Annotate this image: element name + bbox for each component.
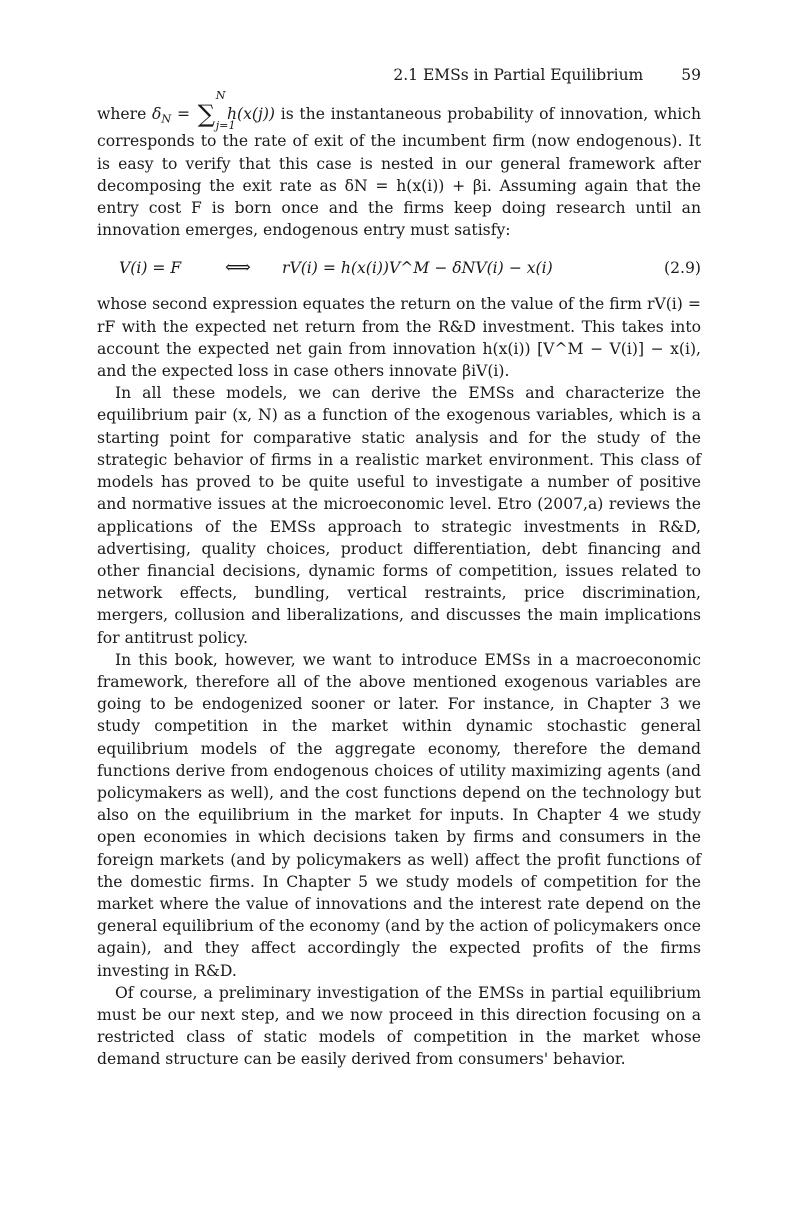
summation-symbol: ∑ N j=1 bbox=[197, 89, 236, 132]
equation-number: (2.9) bbox=[664, 259, 701, 278]
equation-2-9 bbox=[97, 245, 701, 291]
equation-rhs: rV(i) = h(x(i))V^M − δNV(i) − x(i) bbox=[282, 259, 553, 278]
paragraph-after-equation: whose second expression equates the return on the value of the firm rV(i) = rF with the expected net return from the R&D investment. This takes into account the expected net gain from innovation h(x(i)) [V^M − V(i)] − x(i), and the expected loss in case others innovate βiV(i). bbox=[97, 295, 701, 381]
body-text bbox=[97, 89, 702, 1071]
paragraph-3: In this book, however, we want to introduce EMSs in a macroeconomic framework, therefore all of the above mentioned exogenous variables are going to be endogenized sooner or later. For instance, in Chapter 3 we study competition in the market within dynamic stochastic general equilibrium models of the aggregate economy, therefore the demand functions derive from endogenous choices of utility maximizing agents (and policymakers as well), and the cost functions depend on the technology but also on the equilibrium in the market for inputs. In Chapter 4 we study open economies in which decisions taken by firms and consumers in the foreign markets (and by policymakers as well) affect the profit functions of the domestic firms. In Chapter 5 we study models of competition for the market where the value of innovations and the interest rate depend on the general equilibrium of the economy (and by the action of policymakers once again), and they affect accordingly the expected profits of the firms investing in R&D. bbox=[97, 650, 701, 980]
equation-lhs: V(i) = F bbox=[119, 259, 182, 278]
paragraph-4: Of course, a preliminary investigation of the EMSs in partial equilibrium must be our next step, and we now proceed in this direction focusing on a restricted class of static models of competition in the market whose demand structure can be easily derived from consumers' behavior. bbox=[97, 983, 701, 1069]
paragraph-2: In all these models, we can derive the EMSs and characterize the equilibrium pair (x, N) as a function of the exogenous variables, which is a starting point for comparative static analysis and for the study of the strategic behavior of firms in a realistic market environment. This class of models has proved to be quite useful to investigate a number of positive and normative issues at the microeconomic level. Etro (2007,a) reviews the applications of the EMSs approach to strategic investments in R&D, advertising, quality choices, product differentiation, debt financing and other financial decisions, dynamic forms of competition, issues related to network effects, bundling, vertical restraints, price discrimination, mergers, collusion and liberalizations, and discusses the main implications for antitrust policy. bbox=[97, 384, 701, 647]
section-title: 2.1 EMSs in Partial Equilibrium bbox=[393, 66, 644, 84]
running-header bbox=[97, 66, 701, 90]
book-page bbox=[97, 66, 701, 1071]
paragraph-1: where $\delta_N$ = ∑ N j=1 h(x(j)) is the instantaneous probability of innovation, which corresponds to the rate of exit of the incumbent firm (now endogenous). It is easy to verify that this case is nested in our general framework after decomposing the exit rate as δN = h(x(i)) + βi. Assuming again that the entry cost F is born once and the firms keep doing research until an innovation emerges, endogenous entry must satisfy: bbox=[97, 89, 702, 240]
page-number: 59 bbox=[681, 66, 701, 84]
equivalence-arrow: ⟺ bbox=[225, 257, 251, 279]
